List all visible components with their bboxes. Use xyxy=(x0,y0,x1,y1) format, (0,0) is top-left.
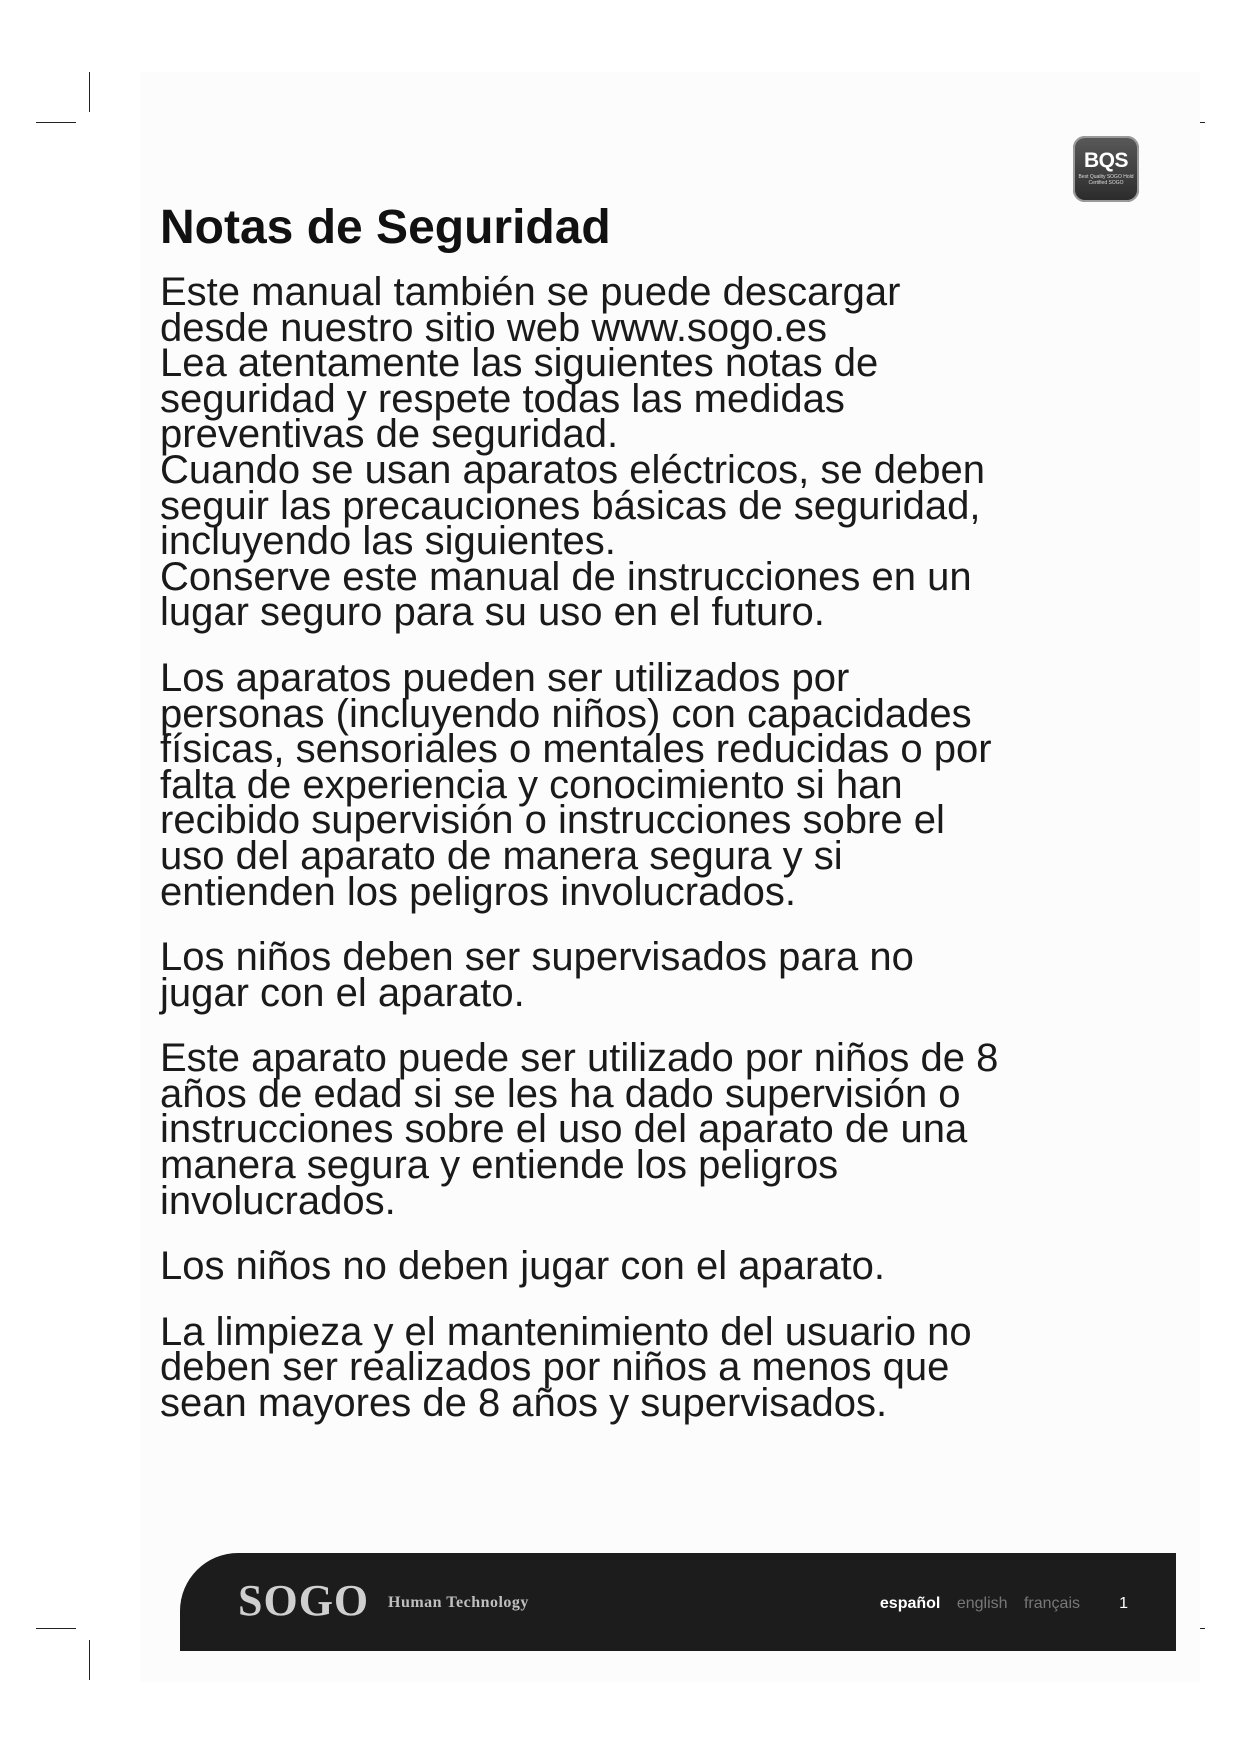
paragraph xyxy=(160,935,1080,1015)
paragraph-line: Conserve este manual de instrucciones en un xyxy=(160,554,972,599)
brand-logo: SOGO xyxy=(238,1576,370,1625)
paragraph-line: sean mayores de 8 años y supervisados. xyxy=(160,1381,888,1426)
paragraph-line: seguir las precauciones básicas de seguridad, xyxy=(160,483,981,528)
paragraph xyxy=(160,655,1080,914)
paragraph-line: Los niños no deben jugar con el aparato. xyxy=(160,1244,885,1289)
paragraph-line: personas (incluyendo niños) con capacidades xyxy=(160,691,972,736)
badge-text: BQS xyxy=(1083,149,1128,172)
language-en: english xyxy=(956,1595,1008,1612)
paragraph-line: desde nuestro sitio web www.sogo.es xyxy=(160,305,828,350)
paragraph-line: manera segura y entiende los peligros xyxy=(160,1143,839,1188)
paragraph-line: Los aparatos pueden ser utilizados por xyxy=(160,655,850,700)
paragraph-line: Los niños deben ser supervisados para no xyxy=(160,935,914,980)
language-list xyxy=(868,1595,1080,1613)
paragraph xyxy=(160,270,1080,635)
crop-mark xyxy=(36,1628,76,1629)
paragraph-line: entienden los peligros involucrados. xyxy=(160,869,796,914)
footer-bar xyxy=(180,1553,1176,1651)
paragraph-line: preventivas de seguridad. xyxy=(160,412,619,457)
paragraph-line: La limpieza y el mantenimiento del usuario no xyxy=(160,1309,972,1354)
paragraph-line: uso del aparato de manera segura y si xyxy=(160,833,843,878)
paragraph-line: físicas, sensoriales o mentales reducidas o por xyxy=(160,727,992,772)
badge-subtext: Best Quality SOGO Hold Certified SOGO xyxy=(1078,174,1134,186)
safety-notes-body xyxy=(160,270,1080,1452)
paragraph-line: años de edad si se les ha dado supervisión o xyxy=(160,1071,961,1116)
paragraph xyxy=(160,1036,1080,1223)
paragraph-line: Este manual también se puede descargar xyxy=(160,270,901,314)
bqs-badge-logo xyxy=(1073,136,1139,202)
crop-mark xyxy=(89,72,90,112)
paragraph-line: deben ser realizados por niños a menos que xyxy=(160,1345,950,1390)
paragraph-line: lugar seguro para su uso en el futuro. xyxy=(160,590,825,635)
paragraph-line: incluyendo las siguientes. xyxy=(160,519,616,564)
paragraph-line: Lea atentamente las siguientes notas de xyxy=(160,341,879,386)
paragraph-line: recibido supervisión o instrucciones sobre el xyxy=(160,798,945,843)
paragraph xyxy=(160,1309,1080,1426)
paragraph xyxy=(160,1244,1080,1289)
paragraph-line: falta de experiencia y conocimiento si han xyxy=(160,762,903,807)
crop-mark xyxy=(89,1640,90,1680)
page-title: Notas de Seguridad xyxy=(160,201,611,254)
paragraph-line: seguridad y respete todas las medidas xyxy=(160,376,845,421)
language-es: español xyxy=(879,1595,941,1612)
paragraph-line: Cuando se usan aparatos eléctricos, se deben xyxy=(160,447,985,492)
language-fr: français xyxy=(1023,1595,1080,1612)
paragraph-line: jugar con el aparato. xyxy=(160,970,525,1015)
paragraph-line: Este aparato puede ser utilizado por niños de 8 xyxy=(160,1036,999,1081)
brand-tagline: Human Technology xyxy=(388,1594,529,1611)
crop-mark xyxy=(36,122,76,123)
paragraph-line: involucrados. xyxy=(160,1178,396,1223)
paragraph-line: instrucciones sobre el uso del aparato de una xyxy=(160,1107,968,1152)
page-number: 1 xyxy=(1119,1595,1128,1612)
